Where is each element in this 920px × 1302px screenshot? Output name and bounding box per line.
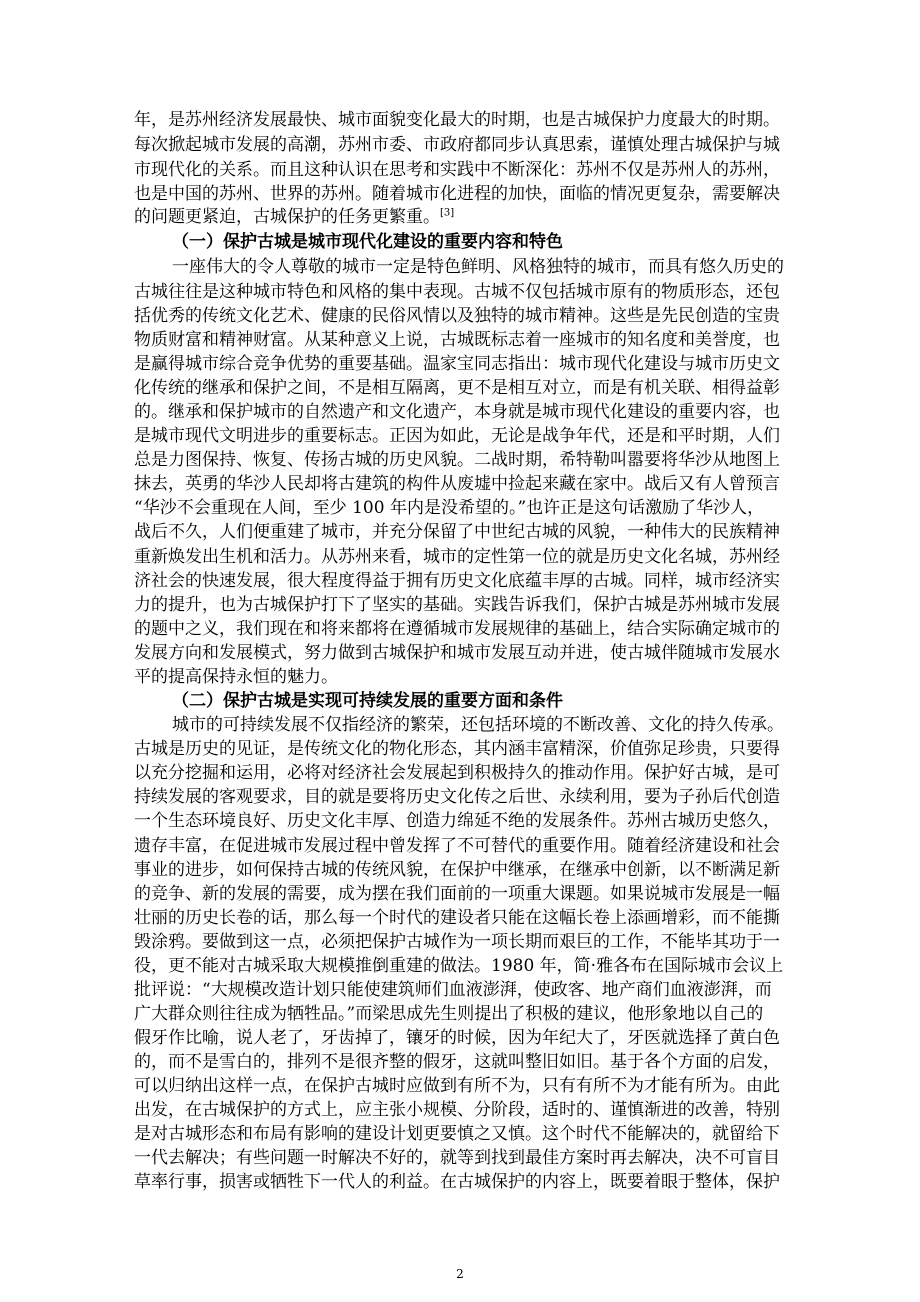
section-heading: （二）保护古城是实现可持续发展的重要方面和条件 (172, 691, 563, 711)
paragraph-line: 广大群众则往往成为牺牲品。”而梁思成先生则提出了积极的建议，他形象地以自己的 (134, 1004, 764, 1024)
paragraph-line: 括优秀的传统文化艺术、健康的民俗风情以及独特的城市精神。这些是先民创造的宝贵 (134, 306, 780, 326)
paragraph-line: 出发，在古城保护的方式上，应主张小规模、分阶段，适时的、谨慎渐进的改善，特别 (134, 1100, 780, 1120)
paragraph-line: 是对古城形态和布局有影响的建设计划更要慎之又慎。这个时代不能解决的，就留给下 (134, 1124, 780, 1144)
paragraph-line: 壮丽的历史长卷的话，那么每一个时代的建设者只能在这幅长卷上添画增彩，而不能撕 (134, 908, 780, 928)
paragraph-line: 役，更不能对古城采取大规模推倒重建的做法。1980 年，简·雅各布在国际城市会议上 (134, 956, 784, 976)
paragraph-line: 一代去解决；有些问题一时解决不好的，就等到找到最佳方案时再去解决，决不可盲目 (134, 1148, 780, 1168)
section-heading: （一）保护古城是城市现代化建设的重要内容和特色 (172, 232, 563, 252)
paragraph-line: 的题中之义，我们现在和将来都将在遵循城市发展规律的基础上，结合实际确定城市的 (134, 619, 780, 639)
paragraph-line: 草率行事，损害或牺牲下一代人的利益。在古城保护的内容上，既要着眼于整体，保护 (134, 1172, 780, 1192)
paragraph-line: 是城市现代文明进步的重要标志。正因为如此，无论是战争年代，还是和平时期，人们 (134, 426, 780, 446)
paragraph-line: 的，而不是雪白的，排列不是很齐整的假牙，这就叫整旧如旧。基于各个方面的启发， (134, 1052, 780, 1072)
paragraph-line: 每次掀起城市发展的高潮，苏州市委、市政府都同步认真思索，谨慎处理古城保护与城 (134, 135, 780, 155)
paragraph-line: 总是力图保持、恢复、传扬古城的历史风貌。二战时期，希特勒叫嚣要将华沙从地图上 (134, 450, 780, 470)
paragraph-line: “华沙不会重现在人间，至少 100 年内是没希望的。”也许正是这句话激励了华沙人， (134, 498, 765, 518)
paragraph-line: 假牙作比喻，说人老了，牙齿掉了，镶牙的时候，因为年纪大了，牙医就选择了黄白色 (134, 1028, 780, 1048)
paragraph-line: 抹去，英勇的华沙人民却将古建筑的构件从废墟中捡起来藏在家中。战后又有人曾预言 (134, 474, 780, 494)
paragraph-line: 的竞争、新的发展的需要，成为摆在我们面前的一项重大课题。如果说城市发展是一幅 (134, 884, 780, 904)
page-number: 2 (456, 1267, 464, 1281)
paragraph-line: 平的提高保持永恒的魅力。 (134, 667, 338, 687)
paragraph-line: 可以归纳出这样一点，在保护古城时应做到有所不为，只有有所不为才能有所为。由此 (134, 1076, 780, 1096)
paragraph-line: 济社会的快速发展，很大程度得益于拥有历史文化底蕴丰厚的古城。同样，城市经济实 (134, 571, 780, 591)
paragraph-line: 以充分挖掘和运用，必将对经济社会发展起到积极持久的推动作用。保护好古城，是可 (134, 763, 780, 783)
paragraph-line: 年，是苏州经济发展最快、城市面貌变化最大的时期，也是古城保护力度最大的时期。 (134, 110, 780, 130)
paragraph-line: 毁涂鸦。要做到这一点，必须把保护古城作为一项长期而艰巨的工作，不能毕其功于一 (134, 932, 780, 952)
paragraph-line: 一座伟大的令人尊敬的城市一定是特色鲜明、风格独特的城市，而具有悠久历史的 (172, 257, 784, 277)
paragraph-line-with-citation (134, 205, 826, 230)
paragraph-line: 重新焕发出生机和活力。从苏州来看，城市的定性第一位的就是历史文化名城，苏州经 (134, 547, 780, 567)
paragraph-line: 遗存丰富，在促进城市发展过程中曾发挥了不可替代的重要作用。随着经济建设和社会 (134, 836, 780, 856)
paragraph-line: 战后不久，人们便重建了城市，并充分保留了中世纪古城的风貌，一种伟大的民族精神 (134, 522, 780, 542)
paragraph-line: 事业的进步，如何保持古城的传统风貌，在保护中继承，在继承中创新，以不断满足新 (134, 860, 780, 880)
paragraph-text: 的问题更紧迫，古城保护的任务更繁重。 (134, 207, 440, 227)
paragraph-line: 发展方向和发展模式，努力做到古城保护和城市发展互动并进，使古城伴随城市发展水 (134, 643, 780, 663)
paragraph-line: 批评说：“大规模改造计划只能使建筑师们血液澎湃，使政客、地产商们血液澎湃，而 (134, 980, 772, 1000)
paragraph-line: 物质财富和精神财富。从某种意义上说，古城既标志着一座城市的知名度和美誉度，也 (134, 330, 780, 350)
paragraph-line: 古城往往是这种城市特色和风格的集中表现。古城不仅包括城市原有的物质形态，还包 (134, 282, 780, 302)
paragraph-line: 化传统的继承和保护之间，不是相互隔离，更不是相互对立，而是有机关联、相得益彰 (134, 378, 780, 398)
paragraph-line: 古城是历史的见证，是传统文化的物化形态，其内涵丰富精深，价值弥足珍贵，只要得 (134, 739, 780, 759)
paragraph-line: 也是中国的苏州、世界的苏州。随着城市化进程的加快，面临的情况更复杂，需要解决 (134, 184, 780, 204)
paragraph-line: 持续发展的客观要求，目的就是要将历史文化传之后世、永续利用，要为子孙后代创造 (134, 787, 780, 807)
paragraph-line: 是赢得城市综合竞争优势的重要基础。温家宝同志指出：城市现代化建设与城市历史文 (134, 354, 780, 374)
paragraph-line: 市现代化的关系。而且这种认识在思考和实践中不断深化：苏州不仅是苏州人的苏州， (134, 160, 780, 180)
paragraph-line: 的。继承和保护城市的自然遗产和文化遗产，本身就是城市现代化建设的重要内容，也 (134, 402, 780, 422)
paragraph-line: 城市的可持续发展不仅指经济的繁荣，还包括环境的不断改善、文化的持久传承。 (172, 715, 784, 735)
citation-reference: [3] (440, 207, 455, 219)
paragraph-line: 力的提升，也为古城保护打下了坚实的基础。实践告诉我们，保护古城是苏州城市发展 (134, 595, 780, 615)
paragraph-line: 一个生态环境良好、历史文化丰厚、创造力绵延不绝的发展条件。苏州古城历史悠久， (134, 811, 780, 831)
